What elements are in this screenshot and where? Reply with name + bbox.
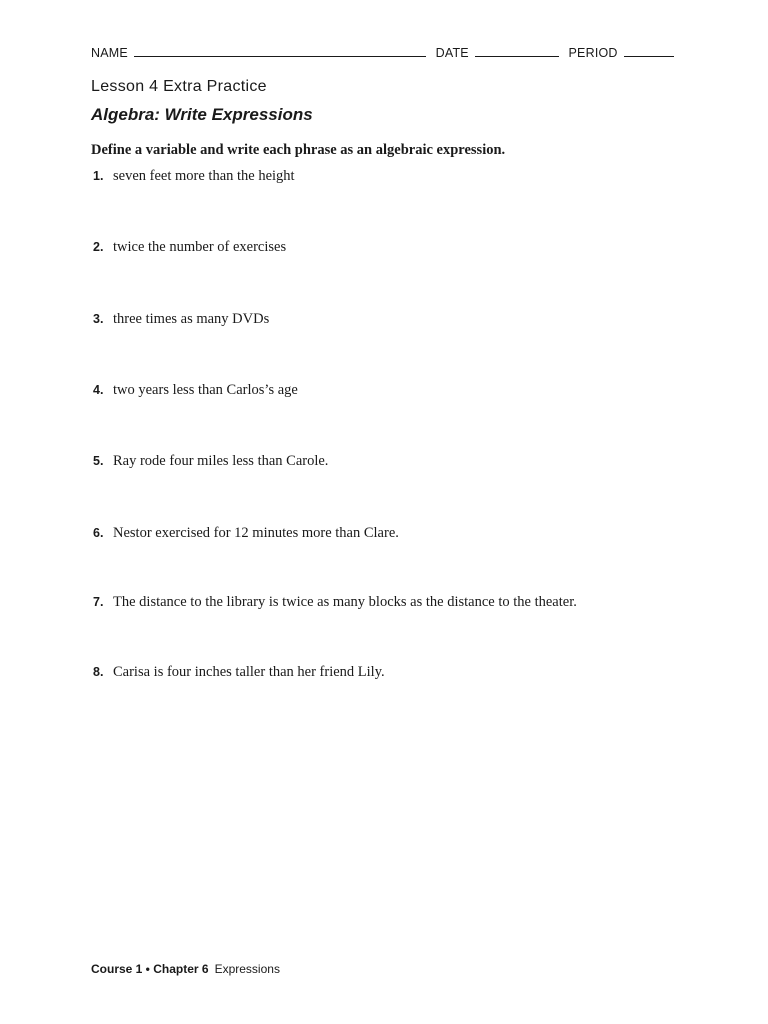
problem-item: [93, 239, 286, 256]
problem-text: The distance to the library is twice as many blocks as the distance to the theater.: [113, 594, 577, 610]
problem-item: [93, 525, 399, 542]
problem-item: [93, 382, 298, 399]
problem-number: 1.: [93, 169, 104, 183]
problem-number: 7.: [93, 595, 104, 609]
problem-text: twice the number of exercises: [113, 239, 287, 255]
footer-course: Course 1 • Chapter 6: [91, 962, 209, 976]
period-blank: [624, 46, 674, 57]
problem-item: [93, 664, 385, 681]
problem-number: 5.: [93, 454, 104, 468]
problem-text: Ray rode four miles less than Carole.: [113, 453, 329, 469]
page-footer: [91, 962, 280, 976]
date-blank: [475, 46, 559, 57]
problem-number: 3.: [93, 312, 104, 326]
problem-text: two years less than Carlos’s age: [113, 382, 298, 398]
date-label: DATE: [435, 46, 469, 60]
name-blank: [134, 46, 426, 57]
problem-number: 6.: [93, 526, 104, 540]
problem-item: [93, 453, 328, 470]
lesson-subtitle: Algebra: Write Expressions: [91, 105, 313, 124]
problem-text: three times as many DVDs: [113, 311, 270, 327]
problem-item: [93, 311, 269, 328]
name-label: NAME: [91, 46, 128, 60]
problem-item: [93, 168, 295, 185]
problem-number: 8.: [93, 665, 104, 679]
problem-text: Nestor exercised for 12 minutes more than Clare.: [113, 525, 399, 541]
problem-text: Carisa is four inches taller than her friend Lily.: [113, 664, 385, 680]
problem-number: 4.: [93, 383, 104, 397]
problem-number: 2.: [93, 240, 104, 254]
problem-item: [93, 594, 577, 611]
footer-topic: Expressions: [214, 962, 280, 976]
problem-text: seven feet more than the height: [113, 168, 295, 184]
period-label: PERIOD: [568, 46, 618, 60]
lesson-title: Lesson 4 Extra Practice: [91, 78, 267, 95]
student-info-header: [91, 46, 680, 60]
instructions: Define a variable and write each phrase as an algebraic expression.: [91, 142, 506, 158]
